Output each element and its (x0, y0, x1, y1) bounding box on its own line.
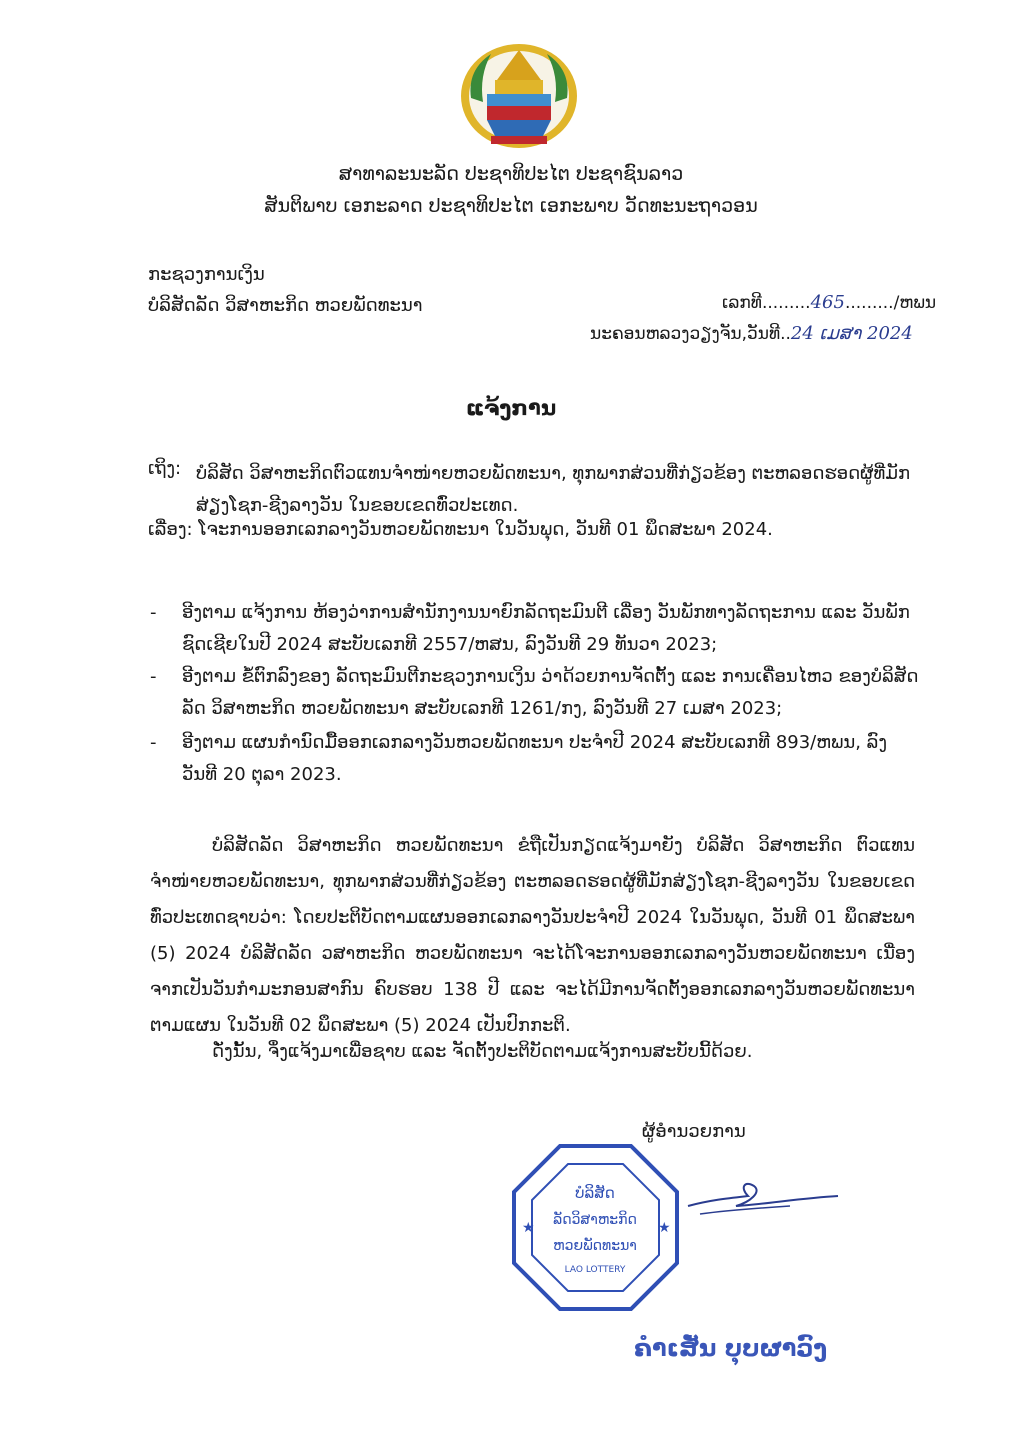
svg-text:★: ★ (658, 1220, 671, 1236)
document-number-suffix: /ຫພນ (893, 293, 937, 313)
body-paragraph: ບໍລິສັດລັດ ວິສາຫະກິດ ຫວຍພັດທະນາ ຂໍຖືເປັນກຽດແຈ້ງມາຍັງ ບໍລິສັດ ວິສາຫະກິດ ຕົວແທນຈຳໜ່າຍຫວຍພັດທະນາ, ທຸກພາກສ່ວນທີ່ກ່ຽວຂ້ອງ ຕະຫລອດຮອດຜູ້ທີ່ມັກສ່ຽງໂຊກ-ຊີງລາງວັນ ໃນຂອບເຂດທົ່ວປະເທດຊາບວ່າ: ໂດຍປະຕິບັດຕາມແຜນອອກເລກລາງວັນປະຈຳປີ 2024 ໃນວັນພຸດ, ວັນທີ 01 ພຶດສະພາ (5) 2024 ບໍລິສັດລັດ ວສາຫະກິດ ຫວຍພັດທະນາ ຈະໄດ້ໂຈະການອອກເລກລາງວັນຫວຍພັດທະນາ ເນື່ອງຈາກເປັນວັນກຳມະກອນສາກົນ ຄົບຮອບ 138 ປີ ແລະ ຈະໄດ້ມີການຈັດຕັ້ງອອກເລກລາງວັນຫວຍພັດທະນາຕາມແຜນ ໃນວັນທີ 02 ພຶດສະພາ (5) 2024 ເປັນປົກກະຕິ. (150, 835, 915, 1036)
place-and-date: ນະຄອນຫລວງວຽງຈັນ,ວັນທີ..24 ເມສາ 2024 (590, 323, 913, 344)
place-date-label: ນະຄອນຫລວງວຽງຈັນ,ວັນທີ (590, 324, 781, 344)
stamp-line-4: LAO LOTTERY (564, 1265, 626, 1275)
stamp-line-2: ລັດວິສາຫະກິດ (553, 1212, 637, 1228)
recipient-label: ເຖິງ: (148, 458, 182, 479)
reference-text: ອີງຕາມ ແຜນກຳນົດມື້ອອກເລກລາງວັນຫວຍພັດທະນາ ປະຈຳປີ 2024 ສະບັບເລກທີ 893/ຫພນ, ລົງວັນທີ 20 ຕຸລາ 2023. (182, 732, 888, 785)
lao-national-emblem-icon (457, 40, 581, 152)
sender-company: ບໍລິສັດລັດ ວິສາຫະກິດ ຫວຍພັດທະນາ (148, 295, 423, 316)
document-title: ແຈ້ງການ (465, 396, 557, 420)
stamp-line-1: ບໍລິສັດ (575, 1184, 615, 1202)
date-value: 24 ເມສາ 2024 (790, 323, 913, 344)
reference-item: - ອີງຕາມ ແຜນກຳນົດມື້ອອກເລກລາງວັນຫວຍພັດທະນາ ປະຈຳປີ 2024 ສະບັບເລກທີ 893/ຫພນ, ລົງວັນທີ 20 ຕຸລາ 2023. (150, 727, 920, 791)
document-number-label: ເລກທີ (722, 293, 762, 313)
svg-text:★: ★ (522, 1220, 535, 1236)
director-title: ຜູ້ອຳນວຍການ (642, 1121, 746, 1142)
reference-item: - ອີງຕາມ ແຈ້ງການ ຫ້ອງວ່າການສຳນັກງານນາຍົກລັດຖະມົນຕີ ເລື່ອງ ວັນພັກທາງລັດຖະການ ແລະ ວັນພັກຊົດເຊີຍໃນປີ 2024 ສະບັບເລກທີ 2557/ຫສນ, ລົງວັນທີ 29 ທັນວາ 2023; (150, 597, 920, 661)
closing-sentence: ດັ່ງນັ້ນ, ຈຶ່ງແຈ້ງມາເພື່ອຊາບ ແລະ ຈັດຕັ້ງປະຕິບັດຕາມແຈ້ງການສະບັບນີ້ດ້ວຍ. (212, 1041, 753, 1062)
document-number: ເລກທີ.........465........./ຫພນ (722, 292, 937, 313)
national-motto: ສັນຕິພາບ ເອກະລາດ ປະຊາທິປະໄຕ ເອກະພາບ ວັດທະນະຖາວອນ (264, 195, 758, 217)
reference-text: ອີງຕາມ ຂໍ້ຕົກລົງຂອງ ລັດຖະມົນຕີກະຊວງການເງິນ ວ່າດ້ວຍການຈັດຕັ້ງ ແລະ ການເຄື່ອນໄຫວ ຂອງບໍລິສັດລັດ ວິສາຫະກິດ ຫວຍພັດທະນາ ສະບັບເລກທີ 1261/ກງ, ລົງວັນທີ 27 ເມສາ 2023; (182, 666, 919, 719)
subject-text: ໂຈະການອອກເລກລາງວັນຫວຍພັດທະນາ ໃນວັນພຸດ, ວັນທີ 01 ພຶດສະພາ 2024. (198, 519, 773, 540)
country-name: ສາທາລະນະລັດ ປະຊາທິປະໄຕ ປະຊາຊົນລາວ (338, 163, 684, 185)
company-stamp-icon (508, 1140, 683, 1315)
subject-line (148, 519, 908, 540)
reference-item: - ອີງຕາມ ຂໍ້ຕົກລົງຂອງ ລັດຖະມົນຕີກະຊວງການເງິນ ວ່າດ້ວຍການຈັດຕັ້ງ ແລະ ການເຄື່ອນໄຫວ ຂອງບໍລິສັດລັດ ວິສາຫະກິດ ຫວຍພັດທະນາ ສະບັບເລກທີ 1261/ກງ, ລົງວັນທີ 27 ເມສາ 2023; (150, 661, 920, 725)
sender-ministry: ກະຊວງການເງິນ (148, 264, 265, 285)
signer-name: ຄຳເສັ່ນ ບຸບຜາວົງ (634, 1334, 828, 1362)
document-number-value: 465 (810, 292, 845, 313)
signature-icon (670, 1170, 850, 1240)
stamp-line-3: ຫວຍພັດທະນາ (553, 1238, 637, 1254)
recipient-text: ບໍລິສັດ ວິສາຫະກິດຕົວແທນຈຳໜ່າຍຫວຍພັດທະນາ, ທຸກພາກສ່ວນທີ່ກ່ຽວຂ້ອງ ຕະຫລອດຮອດຜູ້ທີ່ມັກສ່ຽງໂຊກ-ຊີງລາງວັນ ໃນຂອບເຂດທົ່ວປະເທດ. (196, 463, 911, 516)
subject-label: ເລື່ອງ: (148, 519, 193, 540)
reference-text: ອີງຕາມ ແຈ້ງການ ຫ້ອງວ່າການສຳນັກງານນາຍົກລັດຖະມົນຕີ ເລື່ອງ ວັນພັກທາງລັດຖະການ ແລະ ວັນພັກຊົດເຊີຍໃນປີ 2024 ສະບັບເລກທີ 2557/ຫສນ, ລົງວັນທີ 29 ທັນວາ 2023; (182, 602, 910, 655)
